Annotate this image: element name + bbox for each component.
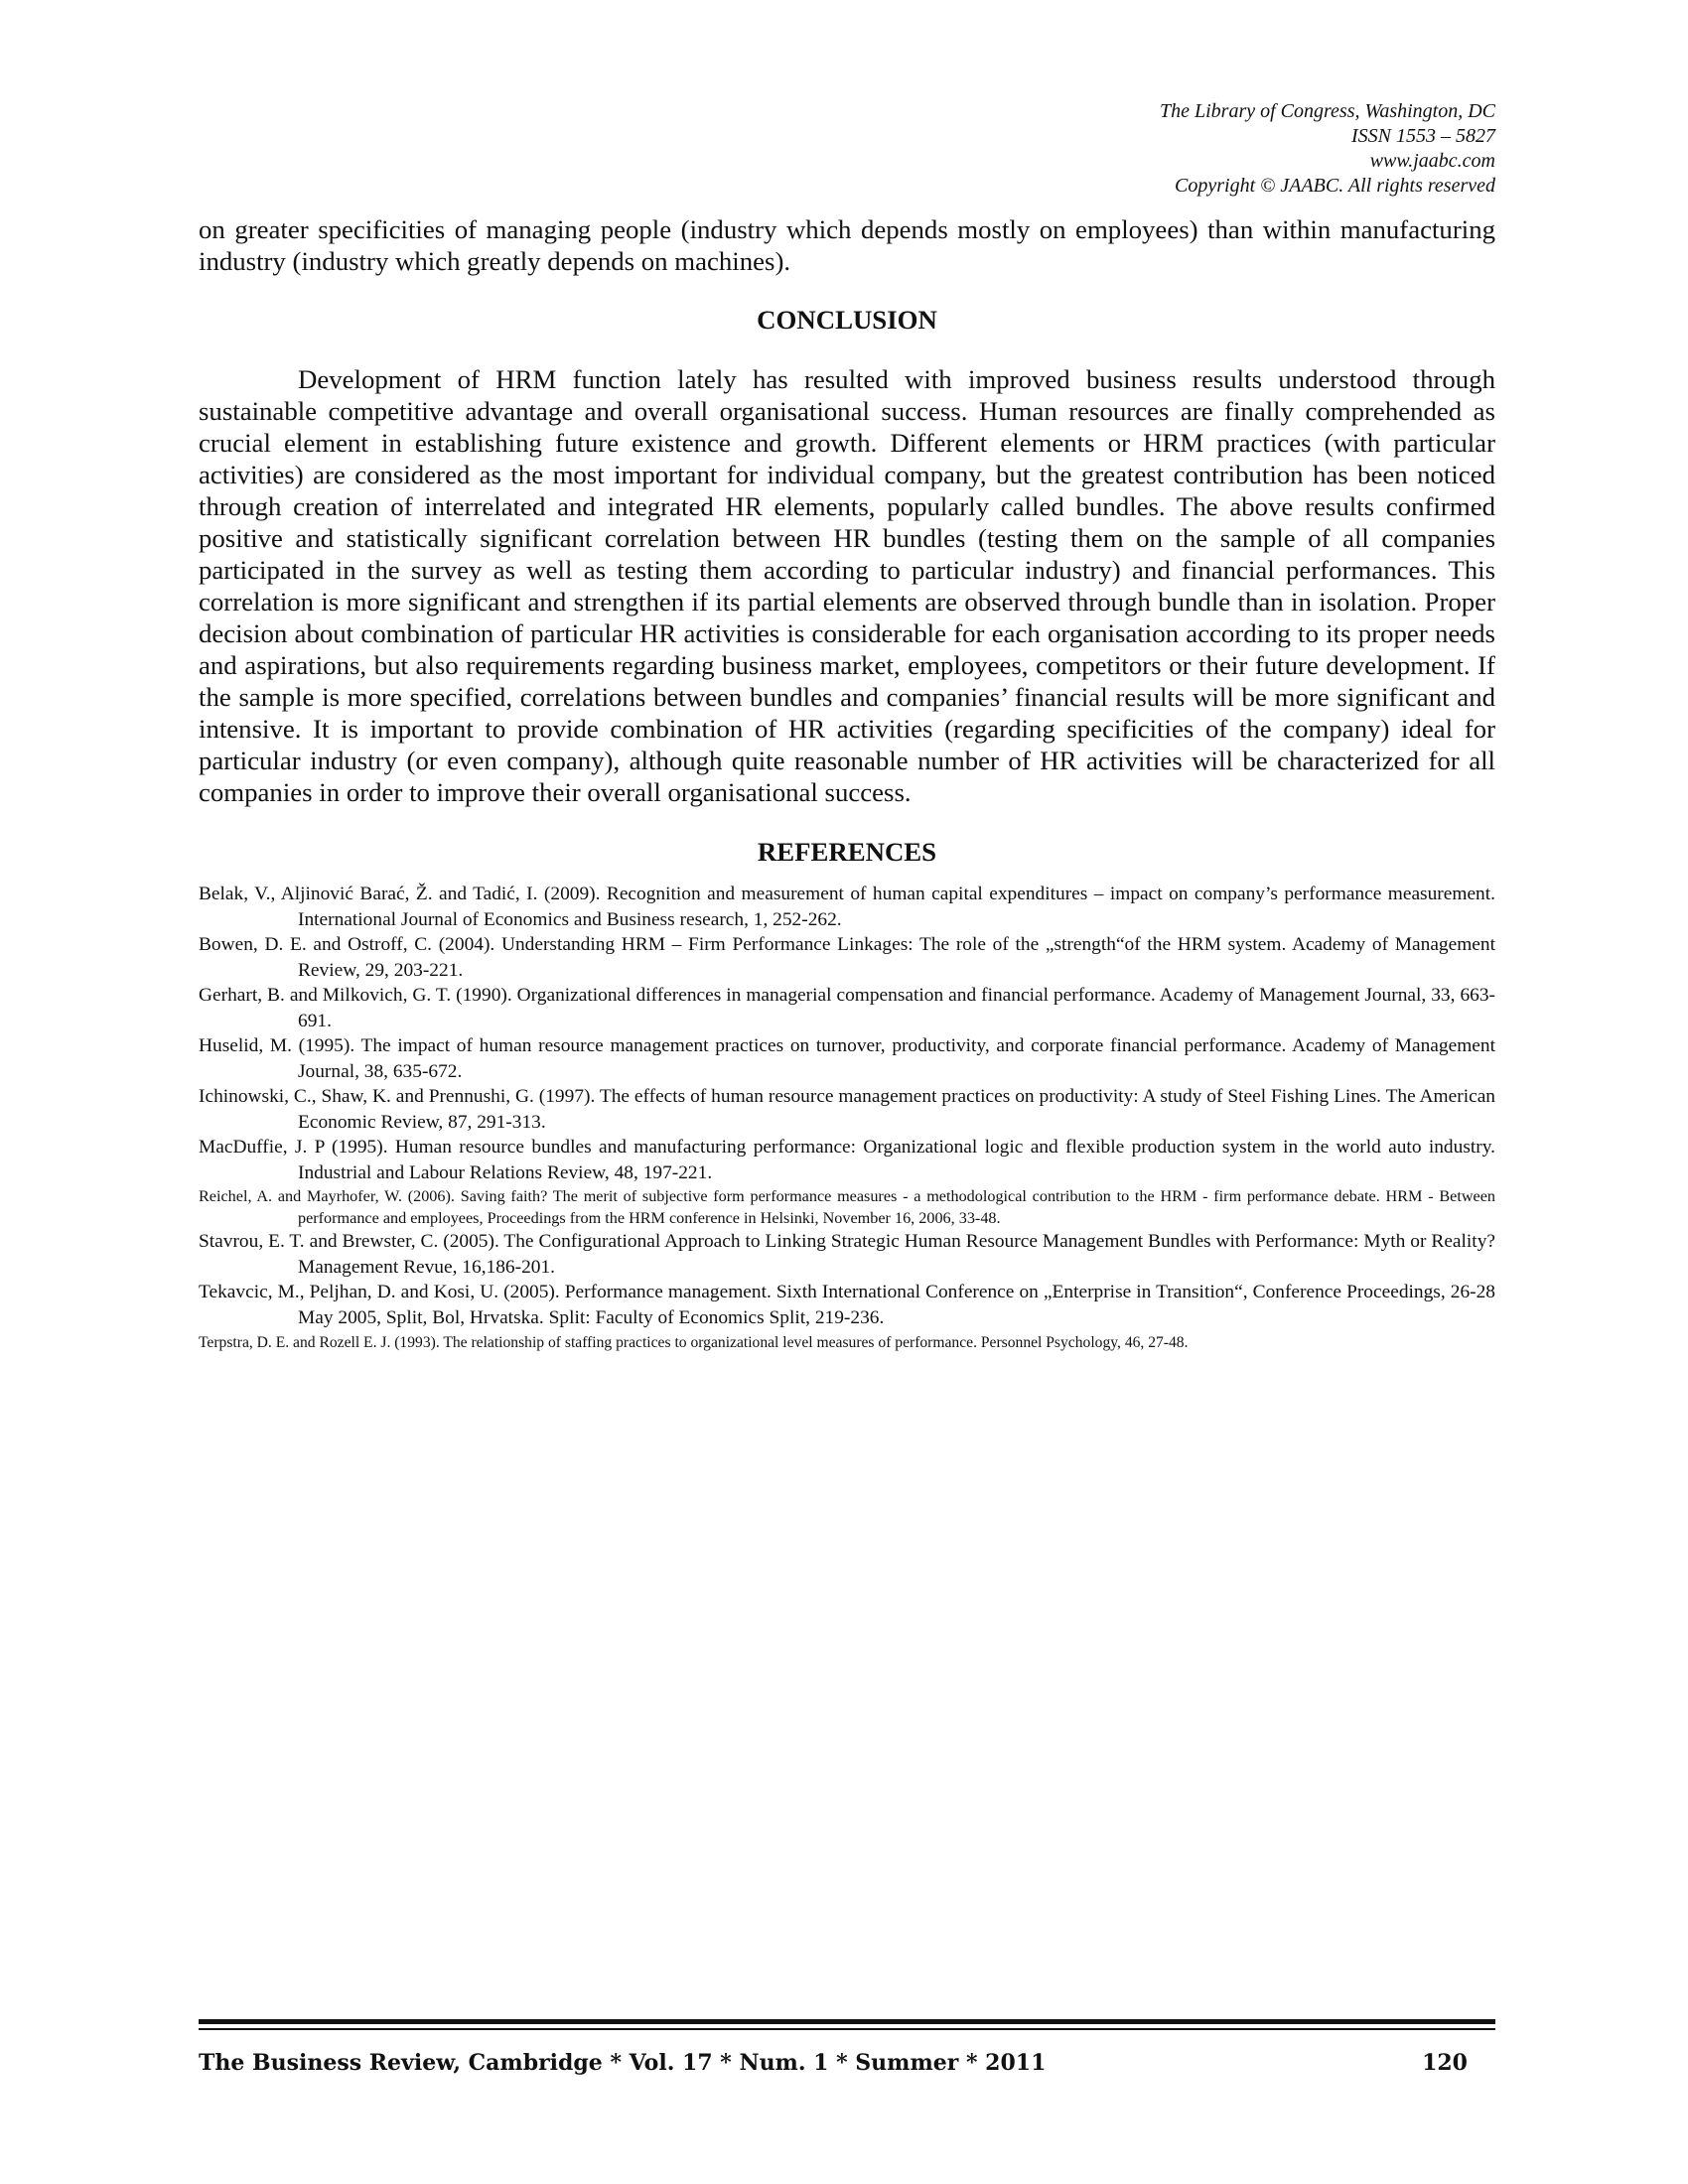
reference-item: Belak, V., Aljinović Barać, Ž. and Tadić, I. (2009). Recognition and measurement of human capital expenditures – impact on company’s performance measurement. International Journal of Economics and Business research, 1, 252-262.	[199, 884, 1495, 930]
conclusion-paragraph: Development of HRM function lately has resulted with improved business results understood through sustainable competitive advantage and overall organisational success. Human resources are finally comprehended as crucial element in establishing future existence and growth. Different elements or HRM practices (with particular activities) are considered as the most important for individual company, but the greatest contribution has been noticed through creation of interrelated and integrated HR elements, popularly called bundles. The above results confirmed positive and statistically significant correlation between HR bundles (testing them on the sample of all companies participated in the survey as well as testing them according to particular industry) and financial performances. This correlation is more significant and strengthen if its partial elements are observed through bundle than in isolation. Proper decision about combination of particular HR activities is considerable for each organisation according to its proper needs and aspirations, but also requirements regarding business market, employees, competitors or their future development. If the sample is more specified, correlations between bundles and companies’ financial results will be more significant and intensive. It is important to provide combination of HR activities (regarding specificities of the company) ideal for particular industry (or even company), although quite reasonable number of HR activities will be characterized for all companies in order to improve their overall organisational success.	[199, 364, 1495, 807]
page-number: 120	[1422, 2050, 1468, 2076]
footer-divider-thick	[199, 2019, 1495, 2024]
header-website-line: www.jaabc.com	[1369, 150, 1495, 172]
reference-item: Reichel, A. and Mayrhofer, W. (2006). Saving faith? The merit of subjective form performance measures - a methodological contribution to the HRM - firm performance debate. HRM - Between performance and employees, Proceedings from the HRM conference in Helsinki, November 16, 2006, 33-48.	[199, 1187, 1495, 1227]
footer-journal-info: The Business Review, Cambridge * Vol. 17 * Num. 1 * Summer * 2011	[199, 2050, 1047, 2076]
footer-divider-thin	[199, 2028, 1495, 2030]
reference-item: Ichinowski, C., Shaw, K. and Prennushi, G. (1997). The effects of human resource management practices on productivity: A study of Steel Fishing Lines. The American Economic Review, 87, 291-313.	[199, 1086, 1495, 1133]
reference-item: Gerhart, B. and Milkovich, G. T. (1990). Organizational differences in managerial compensation and financial performance. Academy of Management Journal, 33, 663-691.	[199, 985, 1495, 1031]
page-body	[199, 213, 1495, 1354]
reference-item: Bowen, D. E. and Ostroff, C. (2004). Understanding HRM – Firm Performance Linkages: The role of the „strength“of the HRM system. Academy of Management Review, 29, 203-221.	[199, 934, 1495, 981]
reference-item: Huselid, M. (1995). The impact of human resource management practices on turnover, productivity, and corporate financial performance. Academy of Management Journal, 38, 635-672.	[199, 1035, 1495, 1082]
references-heading: REFERENCES	[757, 837, 937, 867]
reference-item: Terpstra, D. E. and Rozell E. J. (1993). The relationship of staffing practices to organizational level measures of performance. Personnel Psychology, 46, 27-48.	[199, 1334, 1189, 1351]
reference-item: MacDuffie, J. P (1995). Human resource bundles and manufacturing performance: Organizational logic and flexible production system in the world auto industry. Industrial and Labour Relations Review, 48, 197-221.	[199, 1137, 1495, 1183]
header-issn-line: ISSN 1553 – 5827	[1351, 125, 1495, 147]
reference-item: Stavrou, E. T. and Brewster, C. (2005). The Configurational Approach to Linking Strategic Human Resource Management Bundles with Performance: Myth or Reality? Management Revue, 16,186-201.	[199, 1231, 1495, 1278]
journal-header	[1160, 99, 1495, 199]
reference-item: Tekavcic, M., Peljhan, D. and Kosi, U. (2005). Performance management. Sixth International Conference on „Enterprise in Transition“, Conference Proceedings, 26-28 May 2005, Split, Bol, Hrvatska. Split: Faculty of Economics Split, 219-236.	[199, 1282, 1495, 1328]
header-copyright-line: Copyright © JAABC. All rights reserved	[1175, 175, 1495, 197]
reference-list	[199, 882, 1495, 1354]
intro-paragraph: on greater specificities of managing people (industry which depends mostly on employees) than within manufacturing industry (industry which greatly depends on machines).	[199, 214, 1495, 276]
header-library-line: The Library of Congress, Washington, DC	[1159, 100, 1495, 122]
conclusion-heading: CONCLUSION	[757, 305, 937, 335]
